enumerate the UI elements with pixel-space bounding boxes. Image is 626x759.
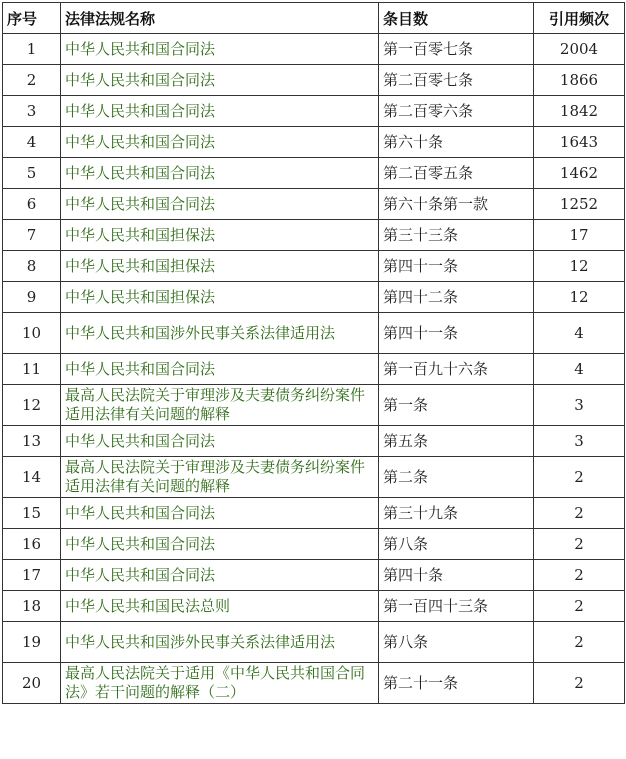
- row-frequency: 3: [534, 426, 625, 457]
- row-article: 第一百九十六条: [379, 354, 534, 385]
- table-row: [3, 457, 625, 498]
- table-row: [3, 96, 625, 127]
- table-row: [3, 65, 625, 96]
- table-row: [3, 313, 625, 354]
- table-row: [3, 591, 625, 622]
- row-frequency: 2: [534, 529, 625, 560]
- table-row: [3, 663, 625, 704]
- header-index: 序号: [3, 3, 61, 34]
- row-law-name: 中华人民共和国合同法: [61, 426, 379, 457]
- row-index: 19: [3, 622, 61, 663]
- row-index: 1: [3, 34, 61, 65]
- row-frequency: 17: [534, 220, 625, 251]
- table-header-row: [3, 3, 625, 34]
- row-article: 第二条: [379, 457, 534, 498]
- row-frequency: 1643: [534, 127, 625, 158]
- row-index: 13: [3, 426, 61, 457]
- row-frequency: 2: [534, 498, 625, 529]
- row-index: 2: [3, 65, 61, 96]
- row-index: 6: [3, 189, 61, 220]
- row-frequency: 1866: [534, 65, 625, 96]
- table-row: [3, 282, 625, 313]
- row-law-name: 中华人民共和国担保法: [61, 251, 379, 282]
- row-frequency: 4: [534, 354, 625, 385]
- row-article: 第四十一条: [379, 313, 534, 354]
- table-row: [3, 158, 625, 189]
- row-index: 11: [3, 354, 61, 385]
- header-law-name: 法律法规名称: [61, 3, 379, 34]
- row-law-name: 中华人民共和国担保法: [61, 282, 379, 313]
- table-row: [3, 385, 625, 426]
- row-article: 第八条: [379, 622, 534, 663]
- row-article: 第二十一条: [379, 663, 534, 704]
- row-index: 4: [3, 127, 61, 158]
- row-law-name: 中华人民共和国涉外民事关系法律适用法: [61, 622, 379, 663]
- row-index: 12: [3, 385, 61, 426]
- row-index: 15: [3, 498, 61, 529]
- row-index: 8: [3, 251, 61, 282]
- row-law-name: 中华人民共和国担保法: [61, 220, 379, 251]
- row-article: 第三十九条: [379, 498, 534, 529]
- header-article: 条目数: [379, 3, 534, 34]
- row-index: 9: [3, 282, 61, 313]
- row-law-name: 中华人民共和国合同法: [61, 560, 379, 591]
- table-row: [3, 529, 625, 560]
- row-law-name: 中华人民共和国合同法: [61, 158, 379, 189]
- row-article: 第六十条: [379, 127, 534, 158]
- row-frequency: 2: [534, 622, 625, 663]
- table-row: [3, 34, 625, 65]
- row-article: 第四十条: [379, 560, 534, 591]
- row-law-name: 中华人民共和国合同法: [61, 34, 379, 65]
- row-index: 5: [3, 158, 61, 189]
- row-law-name: 最高人民法院关于适用《中华人民共和国合同法》若干问题的解释（二）: [61, 663, 379, 704]
- row-article: 第二百零六条: [379, 96, 534, 127]
- row-frequency: 1842: [534, 96, 625, 127]
- row-frequency: 2004: [534, 34, 625, 65]
- row-law-name: 中华人民共和国合同法: [61, 127, 379, 158]
- row-index: 14: [3, 457, 61, 498]
- row-law-name: 中华人民共和国合同法: [61, 96, 379, 127]
- row-frequency: 12: [534, 282, 625, 313]
- row-article: 第一百四十三条: [379, 591, 534, 622]
- row-frequency: 1252: [534, 189, 625, 220]
- row-law-name: 中华人民共和国合同法: [61, 529, 379, 560]
- row-law-name: 最高人民法院关于审理涉及夫妻债务纠纷案件适用法律有关问题的解释: [61, 385, 379, 426]
- row-index: 7: [3, 220, 61, 251]
- row-frequency: 4: [534, 313, 625, 354]
- row-frequency: 2: [534, 663, 625, 704]
- row-law-name: 中华人民共和国合同法: [61, 498, 379, 529]
- row-index: 10: [3, 313, 61, 354]
- row-article: 第六十条第一款: [379, 189, 534, 220]
- row-law-name: 中华人民共和国合同法: [61, 354, 379, 385]
- table-row: [3, 189, 625, 220]
- table-row: [3, 354, 625, 385]
- row-index: 17: [3, 560, 61, 591]
- row-index: 3: [3, 96, 61, 127]
- row-article: 第二百零五条: [379, 158, 534, 189]
- row-law-name: 中华人民共和国合同法: [61, 189, 379, 220]
- citation-table: [2, 2, 625, 704]
- row-article: 第一条: [379, 385, 534, 426]
- row-law-name: 中华人民共和国民法总则: [61, 591, 379, 622]
- row-frequency: 2: [534, 457, 625, 498]
- row-article: 第五条: [379, 426, 534, 457]
- table-row: [3, 560, 625, 591]
- row-article: 第四十一条: [379, 251, 534, 282]
- table-row: [3, 251, 625, 282]
- row-frequency: 1462: [534, 158, 625, 189]
- row-frequency: 2: [534, 560, 625, 591]
- header-frequency: 引用频次: [534, 3, 625, 34]
- row-law-name: 中华人民共和国涉外民事关系法律适用法: [61, 313, 379, 354]
- row-article: 第一百零七条: [379, 34, 534, 65]
- row-index: 20: [3, 663, 61, 704]
- row-index: 18: [3, 591, 61, 622]
- row-frequency: 12: [534, 251, 625, 282]
- row-article: 第四十二条: [379, 282, 534, 313]
- table-row: [3, 622, 625, 663]
- row-article: 第八条: [379, 529, 534, 560]
- row-index: 16: [3, 529, 61, 560]
- table-row: [3, 127, 625, 158]
- row-frequency: 3: [534, 385, 625, 426]
- table-row: [3, 426, 625, 457]
- row-article: 第二百零七条: [379, 65, 534, 96]
- row-article: 第三十三条: [379, 220, 534, 251]
- row-frequency: 2: [534, 591, 625, 622]
- row-law-name: 最高人民法院关于审理涉及夫妻债务纠纷案件适用法律有关问题的解释: [61, 457, 379, 498]
- table-row: [3, 220, 625, 251]
- row-law-name: 中华人民共和国合同法: [61, 65, 379, 96]
- table-row: [3, 498, 625, 529]
